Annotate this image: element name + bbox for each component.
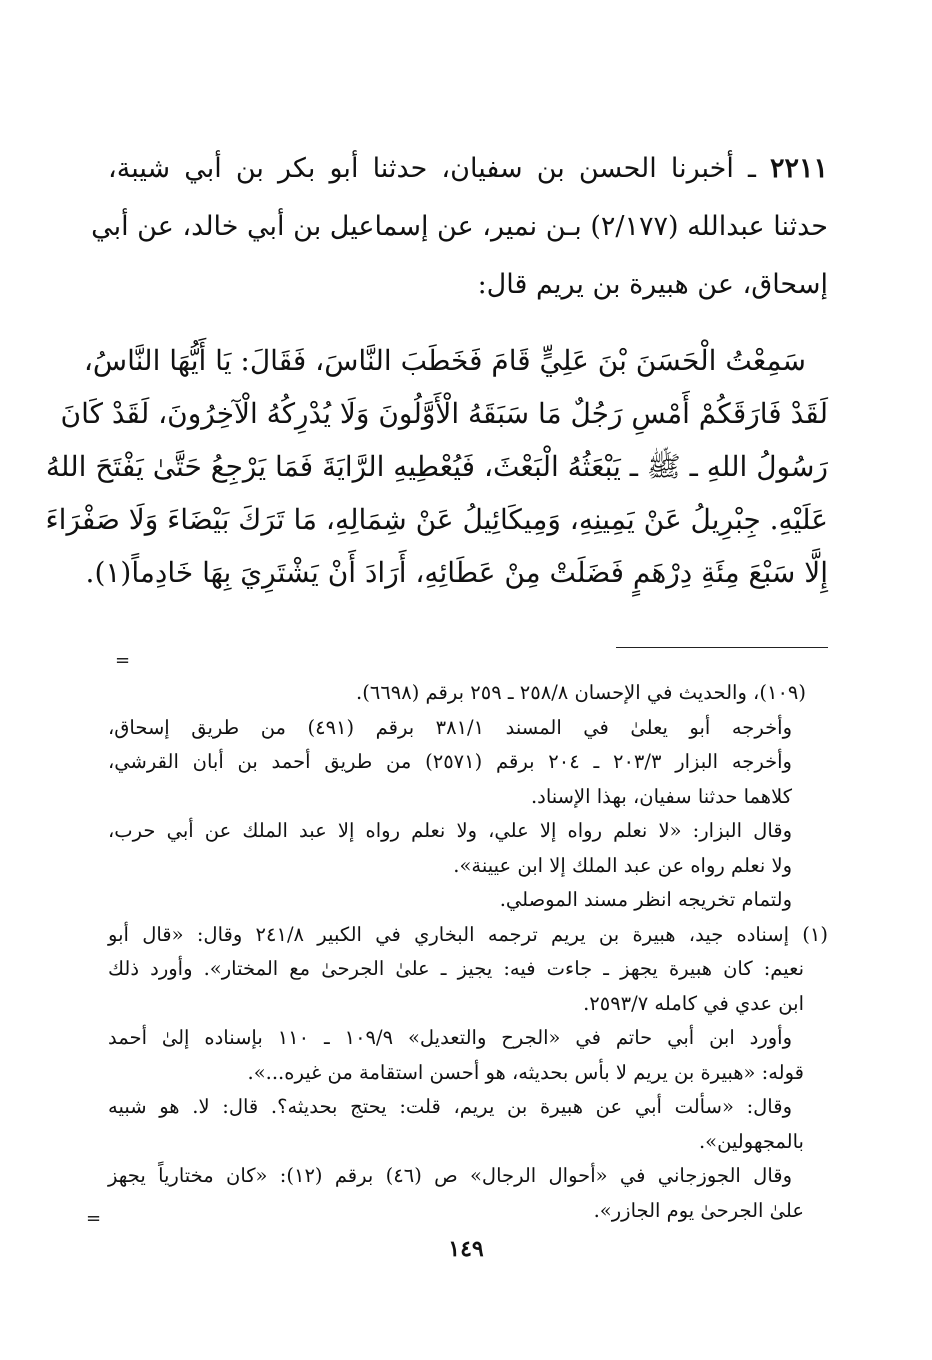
- footnote-line-15: وقال الجوزجاني في «أحوال الرجال» ص (٤٦) برقم (١٢): «كان مختارياً يجهز: [108, 1164, 792, 1187]
- hadith-number: ٢٢١١: [769, 153, 828, 184]
- footnote-line-7: ولتمام تخريجه انظر مسند الموصلي.: [499, 888, 792, 911]
- footnote-line-13: وقال: «سألت أبي عن هبيرة بن يريم، قلت: يحتج بحديثه؟. قال: لا. هو شبيه: [108, 1095, 792, 1118]
- footnote-line-12: قوله: «هبيرة بن يريم لا بأس بحديثه، هو أحسن استقامة من غيره...».: [247, 1060, 804, 1084]
- main-text-line-2: حدثنا عبدالله (٢/١٧٧) بـن نمير، عن إسماعيل بن أبي خالد، عن أبي: [91, 211, 828, 242]
- hadith-line-5: إِلَّا سَبْعَ مِئَةِ دِرْهَمٍ فَضَلَتْ مِنْ عَطَائِهِ، أَرَادَ أَنْ يَشْتَرِيَ بِهَا خَادِماً(١).: [85, 556, 828, 589]
- footnote-line-4: كلاهما حدثنا سفيان، بهذا الإسناد.: [530, 784, 792, 808]
- main-text-line-3: إسحاق، عن هبيرة بن يريم قال:: [477, 269, 828, 300]
- footnote-line-10: ابن عدي في كامله ٢٥٩٣/٧.: [583, 991, 804, 1015]
- page-number: ١٤٩: [448, 1236, 484, 1262]
- continuation-mark-top: =: [115, 650, 131, 671]
- footnote-separator-wrap: [108, 621, 828, 662]
- footnote-line-11: وأورد ابن أبي حاتم في «الجرح والتعديل» ١٠٩/٩ ـ ١١٠ بإسناده إلىٰ أحمد: [108, 1026, 793, 1049]
- footnote-line-9: نعيم: كان هبيرة يجهز ـ جاءت فيه: يجيز ـ علىٰ الجرحىٰ مع المختار». وأورد ذلك: [108, 957, 804, 980]
- footnote-line-6: ولا نعلم رواه عن عبد الملك إلا ابن عيينة».: [453, 853, 792, 877]
- footnote-line-16: علىٰ الجرحىٰ يوم الجازر».: [593, 1198, 804, 1222]
- hadith-line-4: عَلَيْهِ. جِبْرِيلُ عَنْ يَمِينِهِ، وَمِيكَائِيلُ عَنْ شِمَالِهِ، مَا تَرَكَ بَيْضَاءَ وَلَا صَفْرَاءَ: [45, 503, 828, 536]
- footnote-separator: [616, 647, 828, 648]
- footnote-line-5: وقال البزار: «لا نعلم رواه إلا علي، ولا نعلم رواه إلا عبد الملك عن أبي حرب،: [108, 819, 792, 842]
- continuation-mark-bottom: =: [86, 1208, 102, 1229]
- footnote-line-14: بالمجهولين».: [698, 1129, 804, 1153]
- hadith-line-2: لَقَدْ فَارَقَكُمْ أَمْسِ رَجُلٌ مَا سَبَقَهُ الْأَوَّلُونَ وَلَا يُدْرِكُهُ الْآخِرُونَ، لَقَدْ كَانَ: [60, 397, 828, 430]
- footnote-line-2: وأخرجه أبو يعلىٰ في المسند ٣٨١/١ برقم (٤٩١) من طريق إسحاق،: [108, 715, 792, 739]
- hadith-line-3: رَسُولُ اللهِ ـ ﷺ ـ يَبْعَثُهُ الْبَعْثَ، فَيُعْطِيهِ الرَّايَةَ فَمَا يَرْجِعُ حَتَّىٰ يَفْتَحَ اللهُ: [45, 450, 828, 483]
- footnote-line-3: وأخرجه البزار ٢٠٣/٣ ـ ٢٠٤ برقم (٢٥٧١) من طريق أحمد بن أبان القرشي،: [108, 750, 792, 773]
- footnote-line-8: (١) إسناده جيد، هبيرة بن يريم ترجمه البخاري في الكبير ٢٤١/٨ وقال: «قال أبو: [108, 922, 828, 946]
- document-page: [45, 140, 828, 1280]
- footnote-line-1: (١٠٩)، والحديث في الإحسان ٢٥٨/٨ ـ ٢٥٩ برقم (٦٦٩٨).: [356, 681, 806, 704]
- main-text-line-1: ٢٢١١ ـ أخبرنا الحسن بن سفيان، حدثنا أبو بكر بن أبي شيبة،: [108, 153, 828, 184]
- hadith-line-1: سَمِعْتُ الْحَسَنَ بْنَ عَلِيٍّ قَامَ فَخَطَبَ النَّاسَ، فَقَالَ: يَا أَيُّهَا النَّاسُ،: [83, 344, 806, 377]
